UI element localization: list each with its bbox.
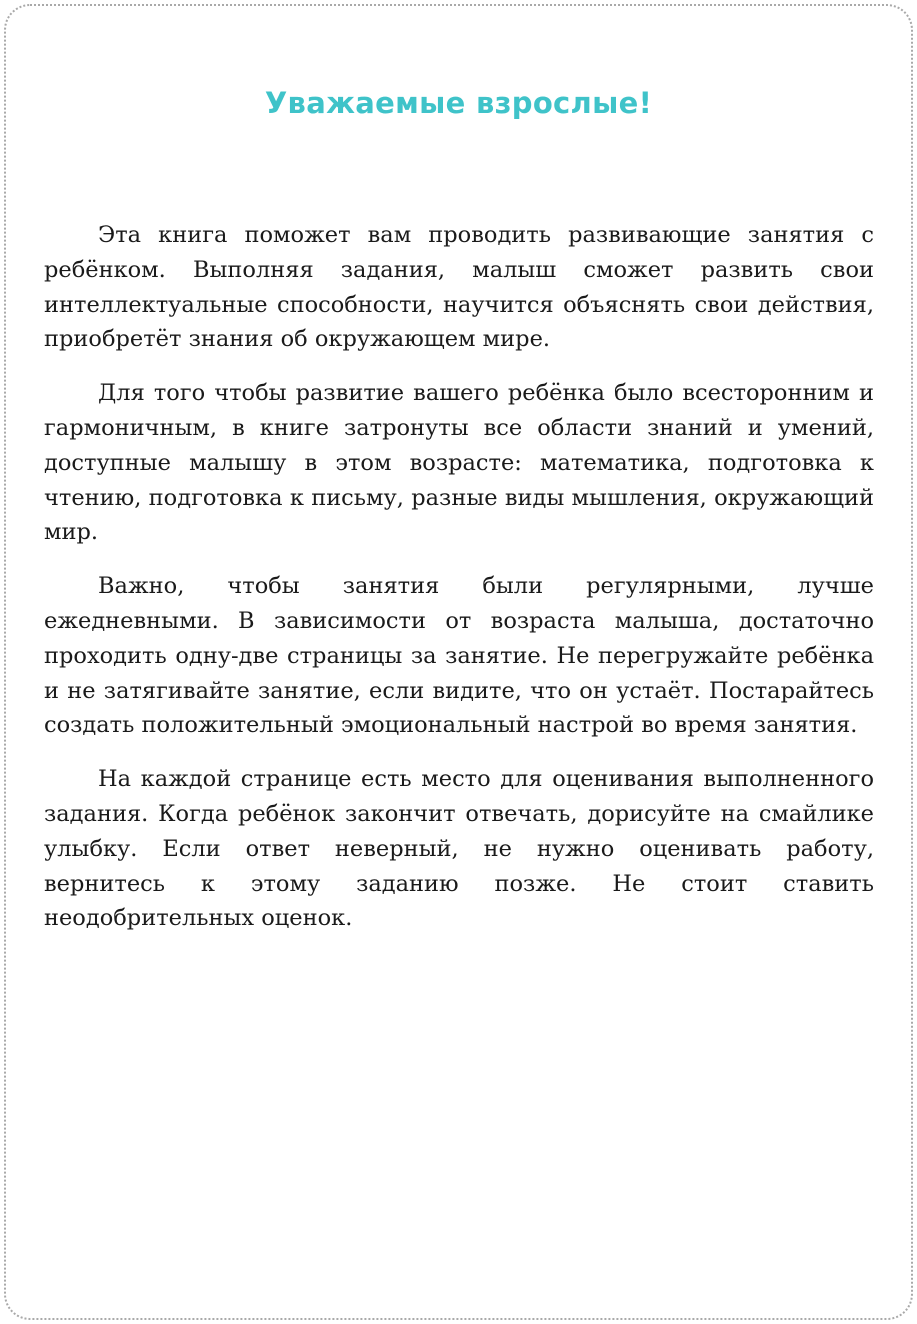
paragraph-4: На каждой странице есть место для оценивания выполненного задания. Когда ребёнок закончит отвечать, дорисуйте на смайлике улыбку. Если ответ неверный, не нужно оценивать работу, вернитесь к этому заданию позже. Не стоит ставить неодобрительных оценок.: [44, 766, 874, 932]
paragraph-2: Для того чтобы развитие вашего ребёнка было всесторонним и гармоничным, в книге затронуты все области знаний и умений, доступные малышу в этом возрасте: математика, подготовка к чтению, подготовка к письму, разные виды мышления, окружающий мир.: [44, 380, 874, 546]
page-title: Уважаемые взрослые!: [264, 86, 653, 120]
paragraph-3: Важно, чтобы занятия были регулярными, лучше ежедневными. В зависимости от возраста малыша, достаточно проходить одну-две страницы за занятие. Не перегружайте ребёнка и не затягивайте занятие, если видите, что он устаёт. Постарайтесь создать положительный эмоциональный настрой во время занятия.: [44, 573, 874, 739]
intro-text: [44, 218, 874, 955]
paragraph-1: Эта книга поможет вам проводить развивающие занятия с ребёнком. Выполняя задания, малыш сможет развить свои интеллектуальные способности, научится объяснять свои действия, приобретёт знания об окружающем мире.: [44, 222, 874, 353]
